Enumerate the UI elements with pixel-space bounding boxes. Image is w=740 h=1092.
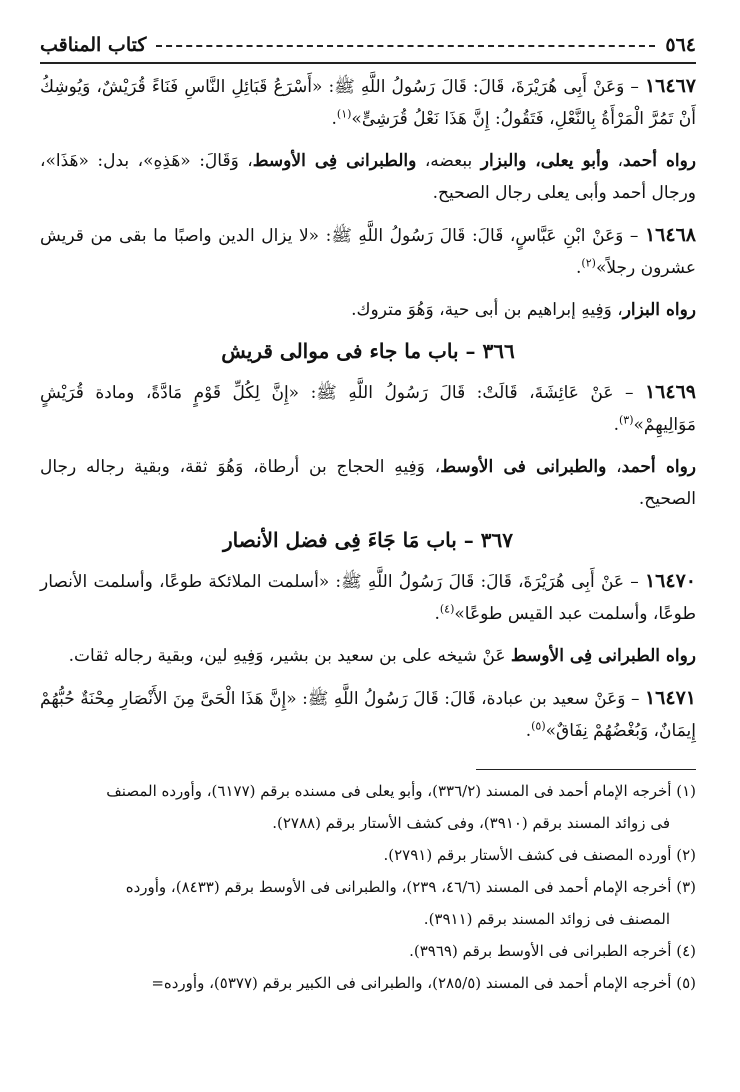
sentence-end: . [576,258,582,278]
footnote-text: أخرجه الطبرانى فى الأوسط برقم (٣٩٦٩). [409,942,672,960]
sentence-end: . [331,109,337,129]
footnote-continuation: فى زوائد المسند برقم (٣٩١٠)، وفى كشف الأستار برقم (٢٧٨٨). [272,814,670,832]
footnote-number: (٣) [676,878,696,896]
takhrij-paragraph [40,640,696,672]
takhrij-text: عَنْ شيخه على بن سعيد بن بشير، وَفِيهِ لين، وبقية رجاله ثقات. [68,646,511,666]
hadith-text: – وَعَنْ ابْنِ عَبَّاسٍ، قَالَ: قَالَ رَسُولُ اللَّهِ ﷺ: «لا يزال الدين واصبًا ما بقى من قريش عشرون رجلاً» [40,226,696,278]
hadith-text: – عَنْ أَبِى هُرَيْرَةَ، قَالَ: قَالَ رَسُولُ اللَّهِ ﷺ: «أسلمت الملائكة طوعًا، وأسلمت الأنصار طوعًا، وأسلمت عبد القيس طوعًا» [40,572,696,624]
hadith-paragraph [40,682,696,747]
hadith-text: – وَعَنْ أَبِى هُرَيْرَةَ، قَالَ: قَالَ رَسُولُ اللَّهِ ﷺ: «أَسْرَعُ قَبَائِلِ النَّاسِ فَنَاءً قُرَيْشٌ، وَيُوشِكُ أَنْ تَمُرَّ الْمَرْأَةُ بِالنَّعْلِ، فَتَقُولُ: إِنَّ هَذَا نَعْلُ قُرَشِىٍّ» [40,77,696,129]
sentence-end: . [613,415,619,435]
page-number: ٥٦٤ [665,34,696,56]
hadith-text: – وَعَنْ سعيد بن عبادة، قَالَ: قَالَ رَسُولُ اللَّهِ ﷺ: «إِنَّ هَذَا الْحَىَّ مِنَ الأَنْصَارِ مِحْنَةٌ حُبُّهُمْ إِيمَانٌ، وَبُغْضُهُمْ نِفَاقٌ» [40,689,696,741]
book-title: كتاب المناقب [40,34,147,56]
footnote-text: أخرجه الإمام أحمد فى المسند (٤٦/٦، ٢٣٩)، والطبرانى فى الأوسط برقم (٨٤٣٣)، وأورده [125,878,672,896]
hadith-paragraph [40,565,696,630]
footnote-continuation: المصنف فى زوائد المسند برقم (٣٩١١). [423,910,670,928]
footnote-number: (٤) [676,942,696,960]
source-name: والطبرانى فِى الأوسط [252,151,417,171]
hadith-number: ١٦٤٦٩ [644,381,696,403]
takhrij-paragraph [40,294,696,326]
footnote-number: (٥) [676,974,696,992]
footnote-item [40,872,696,902]
takhrij-text: ، وَقَالَ: «هَذِهِ»، بدل: «هَذَا»، ورجال أحمد وأبى يعلى رجال الصحيح. [40,151,696,203]
source-name: والطبرانى فى الأوسط [440,457,607,477]
footnote-item [40,968,696,998]
chapter-heading: ٣٦٦ – باب ما جاء فى موالى قريش [221,339,515,363]
source-name: رواه البزار [622,300,696,320]
sentence-end: . [434,604,440,624]
footnote-text: أورده المصنف فى كشف الأستار برقم (٢٧٩١). [383,846,672,864]
footnote-number: (١) [676,782,696,800]
chapter-heading: ٣٦٧ – باب مَا جَاءَ فِى فضل الأنصار [222,528,514,552]
takhrij-paragraph [40,145,696,209]
takhrij-paragraph [40,451,696,515]
footnote-text: أخرجه الإمام أحمد فى المسند (٢٨٥/٥)، والطبرانى فى الكبير برقم (٥٣٧٧)، وأورده= [151,974,672,992]
footnote-marker: (٣) [619,413,634,427]
main-text [40,70,696,747]
hadith-number: ١٦٤٦٨ [644,224,696,246]
footnote-item [40,840,696,870]
source-name: رواه أحمد [622,151,697,171]
takhrij-text: ، [608,151,623,171]
footnote-separator [476,769,696,770]
footnote-item [40,936,696,966]
footnote-text: أخرجه الإمام أحمد فى المسند (٣٣٦/٢)، وأبو يعلى فى مسنده برقم (٦١٧٧)، وأورده المصنف [106,782,672,800]
footnote-marker: (١) [336,107,352,121]
takhrij-text: ، وَفِيهِ الحجاج بن أرطاة، وَهُوَ ثقة، وبقية رجاله رجال الصحيح. [40,457,696,509]
footnote-marker: (٥) [531,719,546,733]
footnote-item [40,776,696,806]
running-head [40,28,696,64]
source-name: رواه أحمد [621,457,696,477]
hadith-paragraph [40,70,696,135]
footnote-marker: (٤) [439,602,455,616]
hadith-number: ١٦٤٧٠ [644,570,696,592]
hadith-number: ١٦٤٦٧ [644,75,696,97]
footnote-number: (٢) [676,846,696,864]
takhrij-text: ، وَفِيهِ إبراهيم بن أبى حية، وَهُوَ متروك. [351,300,623,320]
footnote-marker: (٢) [581,256,596,270]
hadith-number: ١٦٤٧١ [644,687,696,709]
sentence-end: . [525,721,532,741]
hadith-text: – عَنْ عَائِشَةَ، قَالَتْ: قَالَ رَسُولُ اللَّهِ ﷺ: «إِنَّ لِكُلِّ قَوْمٍ مَادَّةً، ومادة قُرَيْشٍ مَوَالِيهِمْ» [40,383,696,435]
source-name: رواه الطبرانى فِى الأوسط [510,646,696,666]
header-dashed-rule [156,45,655,47]
takhrij-text: ببعضه، [416,151,481,171]
source-name: وأبو يعلى، والبزار [480,151,609,171]
footnotes [40,776,696,998]
hadith-paragraph [40,376,696,441]
takhrij-text: ، [606,457,622,477]
hadith-paragraph [40,219,696,284]
